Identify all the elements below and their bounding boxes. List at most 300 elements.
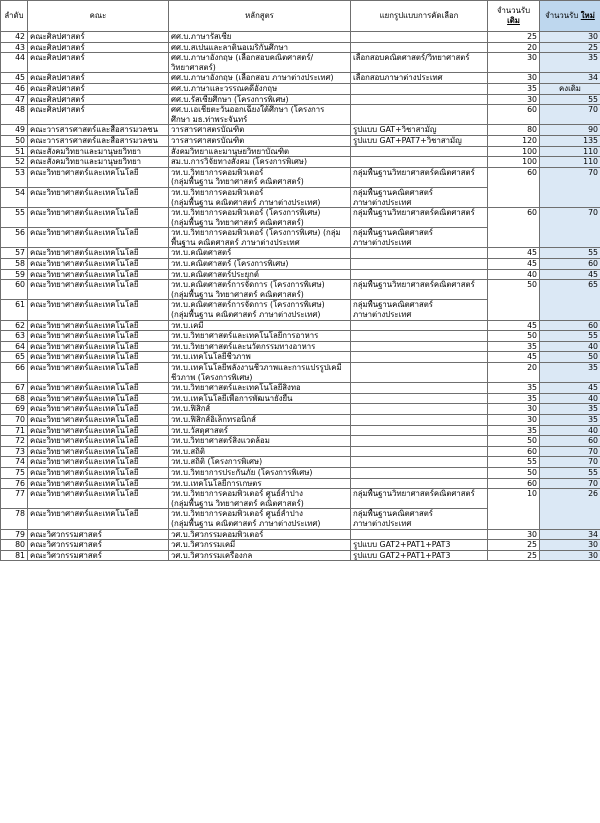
row-number: 69 <box>1 404 28 415</box>
curriculum-cell <box>169 352 351 363</box>
table-row <box>1 352 600 363</box>
faculty-cell: คณะวิทยาศาสตร์และเทคโนโลยี <box>28 436 169 447</box>
curriculum-line: (กลุ่มพื้นฐาน คณิตศาสตร์ ภาษาต่างประเทศ) <box>171 518 321 528</box>
selection-cell <box>351 228 488 248</box>
selection-cell <box>351 269 488 280</box>
faculty-cell: คณะวิทยาศาสตร์และเทคโนโลยี <box>28 228 169 248</box>
faculty-cell: คณะวิทยาศาสตร์และเทคโนโลยี <box>28 467 169 478</box>
selection-line: รูปแบบ GAT2+PAT1+PAT3 <box>353 540 451 550</box>
old-quota-cell: 50 <box>488 280 540 320</box>
curriculum-line: ชีวภาพ (โครงการพิเศษ) <box>171 372 253 382</box>
faculty-cell: คณะศิลปศาสตร์ <box>28 105 169 125</box>
curriculum-cell <box>169 208 351 228</box>
curriculum-line: วท.บ.วิทยาศาสตร์และเทคโนโลยีสิ่งทอ <box>171 383 301 393</box>
faculty-cell: คณะวิทยาศาสตร์และเทคโนโลยี <box>28 300 169 320</box>
curriculum-line: วท.บ.วิทยาการประกันภัย (โครงการพิเศษ) <box>171 467 313 477</box>
new-quota-cell: 70 <box>540 478 600 489</box>
row-number: 66 <box>1 363 28 383</box>
row-number: 56 <box>1 228 28 248</box>
curriculum-line: ศึกษา มธ.ท่าพระจันทร์ <box>171 114 248 124</box>
curriculum-line: วท.บ.วิทยาการคอมพิวเตอร์ ศูนย์ลำปาง <box>171 489 303 499</box>
table-row <box>1 248 600 259</box>
curriculum-line: (กลุ่มพื้นฐาน วิทยาศาสตร์ คณิตศาสตร์) <box>171 289 304 299</box>
row-number: 72 <box>1 436 28 447</box>
row-number: 65 <box>1 352 28 363</box>
table-row <box>1 208 600 228</box>
selection-cell <box>351 146 488 157</box>
row-number: 55 <box>1 208 28 228</box>
table-row <box>1 94 600 105</box>
header-curriculum: หลักสูตร <box>169 1 351 32</box>
old-quota-cell: 60 <box>488 208 540 248</box>
curriculum-line: สม.บ.การวิจัยทางสังคม (โครงการพิเศษ) <box>171 157 307 167</box>
old-quota-cell: 50 <box>488 467 540 478</box>
old-quota-cell: 30 <box>488 53 540 73</box>
curriculum-line: (กลุ่มพื้นฐาน คณิตศาสตร์ ภาษาต่างประเทศ) <box>171 310 321 320</box>
new-quota-cell: 55 <box>540 331 600 342</box>
new-quota-cell: คงเดิม <box>540 83 600 94</box>
row-number: 68 <box>1 393 28 404</box>
selection-line: ภาษาต่างประเทศ <box>353 237 412 247</box>
row-number: 63 <box>1 331 28 342</box>
old-quota-cell: 60 <box>488 446 540 457</box>
old-quota-cell: 45 <box>488 248 540 259</box>
old-quota-cell: 60 <box>488 105 540 125</box>
curriculum-cell <box>169 478 351 489</box>
curriculum-cell <box>169 383 351 394</box>
selection-cell <box>351 135 488 146</box>
selection-line: กลุ่มพื้นฐานคณิตศาสตร์ <box>353 509 433 519</box>
curriculum-cell <box>169 83 351 94</box>
faculty-cell: คณะวารสารศาสตร์และสื่อสารมวลชน <box>28 135 169 146</box>
new-quota-cell: 30 <box>540 32 600 43</box>
curriculum-line: ศศ.บ.เอเชียตะวันออกเฉียงใต้ศึกษา (โครงการ <box>171 105 325 115</box>
selection-cell <box>351 42 488 53</box>
row-number: 52 <box>1 157 28 168</box>
selection-line: กลุ่มพื้นฐานวิทยาศาสตร์คณิตศาสตร์ <box>353 167 475 177</box>
selection-line: เลือกสอบคณิตศาสตร์/วิทยาศาสตร์ <box>353 53 470 63</box>
curriculum-cell <box>169 42 351 53</box>
faculty-cell: คณะวิทยาศาสตร์และเทคโนโลยี <box>28 352 169 363</box>
row-number: 59 <box>1 269 28 280</box>
curriculum-line: วท.บ.คณิตศาสตร์ <box>171 248 232 258</box>
new-quota-cell: 55 <box>540 467 600 478</box>
faculty-cell: คณะวิทยาศาสตร์และเทคโนโลยี <box>28 393 169 404</box>
new-quota-cell: 35 <box>540 414 600 425</box>
table-row <box>1 436 600 447</box>
curriculum-cell <box>169 269 351 280</box>
curriculum-line: วท.บ.เทคโนโลยีเพื่อการพัฒนายั่งยืน <box>171 393 293 403</box>
header-faculty: คณะ <box>28 1 169 32</box>
row-number: 43 <box>1 42 28 53</box>
selection-cell <box>351 320 488 331</box>
curriculum-cell <box>169 125 351 136</box>
selection-cell <box>351 32 488 43</box>
curriculum-line: วท.บ.คณิตศาสตร์การจัดการ (โครงการพิเศษ) <box>171 300 325 310</box>
faculty-cell: คณะศิลปศาสตร์ <box>28 73 169 84</box>
faculty-cell: คณะสังคมวิทยาและมานุษยวิทยา <box>28 157 169 168</box>
selection-cell <box>351 280 488 300</box>
faculty-cell: คณะวิทยาศาสตร์และเทคโนโลยี <box>28 446 169 457</box>
faculty-cell: คณะวิทยาศาสตร์และเทคโนโลยี <box>28 383 169 394</box>
selection-cell <box>351 383 488 394</box>
curriculum-line: วท.บ.วัสดุศาสตร์ <box>171 425 228 435</box>
curriculum-line: (กลุ่มพื้นฐาน วิทยาศาสตร์ คณิตศาสตร์) <box>171 498 304 508</box>
new-quota-cell: 35 <box>540 404 600 415</box>
curriculum-cell <box>169 300 351 320</box>
header-old-quota <box>488 1 540 32</box>
curriculum-line: วศ.บ.วิศวกรรมคอมพิวเตอร์ <box>171 529 264 539</box>
curriculum-cell <box>169 94 351 105</box>
curriculum-line: วท.บ.เทคโนโลยีพลังงานชีวภาพและการแปรรูปเคมี <box>171 363 342 372</box>
curriculum-cell <box>169 146 351 157</box>
table-row <box>1 125 600 136</box>
old-quota-cell: 25 <box>488 540 540 551</box>
faculty-cell: คณะวิทยาศาสตร์และเทคโนโลยี <box>28 457 169 468</box>
curriculum-line: วท.บ.เทคโนโลยีการเกษตร <box>171 478 262 488</box>
selection-line: กลุ่มพื้นฐานวิทยาศาสตร์คณิตศาสตร์ <box>353 208 475 218</box>
selection-cell <box>351 73 488 84</box>
table-row <box>1 425 600 436</box>
curriculum-line: วท.บ.เคมี <box>171 320 204 330</box>
curriculum-cell <box>169 446 351 457</box>
curriculum-line: สังคมวิทยาและมานุษยวิทยาบัณฑิต <box>171 146 290 156</box>
row-number: 54 <box>1 187 28 207</box>
new-quota-cell: 70 <box>540 105 600 125</box>
faculty-cell: คณะวิศวกรรมศาสตร์ <box>28 529 169 540</box>
faculty-cell: คณะวิศวกรรมศาสตร์ <box>28 540 169 551</box>
curriculum-line: วท.บ.ฟิสิกส์อิเล็กทรอนิกส์ <box>171 414 256 424</box>
old-quota-cell: 30 <box>488 404 540 415</box>
new-quota-cell: 50 <box>540 352 600 363</box>
new-quota-cell: 40 <box>540 393 600 404</box>
old-quota-cell: 35 <box>488 425 540 436</box>
curriculum-line: วท.บ.วิทยาศาสตร์และเทคโนโลยีการอาหาร <box>171 331 319 341</box>
new-quota-cell: 30 <box>540 550 600 561</box>
row-number: 67 <box>1 383 28 394</box>
table-row <box>1 42 600 53</box>
table-row <box>1 157 600 168</box>
row-number: 70 <box>1 414 28 425</box>
curriculum-cell <box>169 341 351 352</box>
row-number: 78 <box>1 509 28 529</box>
table-row <box>1 393 600 404</box>
curriculum-line: ศศ.บ.ภาษาอังกฤษ (เลือกสอบ ภาษาต่างประเทศ) <box>171 73 334 83</box>
table-row <box>1 167 600 187</box>
row-number: 81 <box>1 550 28 561</box>
new-quota-cell: 65 <box>540 280 600 320</box>
table-row <box>1 457 600 468</box>
row-number: 74 <box>1 457 28 468</box>
row-number: 75 <box>1 467 28 478</box>
curriculum-cell <box>169 32 351 43</box>
curriculum-cell <box>169 53 351 73</box>
selection-cell <box>351 489 488 509</box>
old-quota-cell: 60 <box>488 167 540 207</box>
selection-cell <box>351 341 488 352</box>
selection-cell <box>351 208 488 228</box>
table-row <box>1 280 600 300</box>
header-selection: แยกรูปแบบการคัดเลือก <box>351 1 488 32</box>
curriculum-line: พื้นฐาน คณิตศาสตร์ ภาษาต่างประเทศ <box>171 237 300 247</box>
row-number: 80 <box>1 540 28 551</box>
selection-cell <box>351 105 488 125</box>
selection-cell <box>351 509 488 529</box>
selection-line: ภาษาต่างประเทศ <box>353 197 412 207</box>
row-number: 49 <box>1 125 28 136</box>
new-quota-cell: 45 <box>540 269 600 280</box>
new-quota-cell: 90 <box>540 125 600 136</box>
new-quota-cell: 40 <box>540 341 600 352</box>
curriculum-line: วท.บ.วิทยาการคอมพิวเตอร์ (โครงการพิเศษ) <box>171 208 321 218</box>
curriculum-line: วท.บ.สถิติ (โครงการพิเศษ) <box>171 457 263 467</box>
new-quota-cell: 25 <box>540 42 600 53</box>
faculty-cell: คณะวิทยาศาสตร์และเทคโนโลยี <box>28 363 169 383</box>
curriculum-cell <box>169 467 351 478</box>
faculty-cell: คณะสังคมวิทยาและมานุษยวิทยา <box>28 146 169 157</box>
selection-line: เลือกสอบภาษาต่างประเทศ <box>353 73 443 83</box>
curriculum-line: วศ.บ.วิศวกรรมเครื่องกล <box>171 550 253 560</box>
table-row <box>1 404 600 415</box>
curriculum-line: วท.บ.วิทยาการคอมพิวเตอร์ ศูนย์ลำปาง <box>171 509 303 519</box>
selection-cell <box>351 167 488 187</box>
curriculum-line: ศศ.บ.ภาษาอังกฤษ (เลือกสอบคณิตศาสตร์/ <box>171 53 314 63</box>
selection-line: กลุ่มพื้นฐานวิทยาศาสตร์คณิตศาสตร์ <box>353 489 475 499</box>
new-quota-cell: 110 <box>540 146 600 157</box>
curriculum-line: วท.บ.วิทยาการคอมพิวเตอร์ <box>171 167 264 177</box>
row-number: 60 <box>1 280 28 300</box>
row-number: 58 <box>1 259 28 270</box>
table-row <box>1 529 600 540</box>
selection-line: รูปแบบ GAT+PAT7+วิชาสามัญ <box>353 135 462 145</box>
selection-cell <box>351 478 488 489</box>
old-quota-cell: 45 <box>488 259 540 270</box>
old-quota-cell: 25 <box>488 550 540 561</box>
old-quota-cell: 55 <box>488 457 540 468</box>
faculty-cell: คณะวิทยาศาสตร์และเทคโนโลยี <box>28 167 169 187</box>
faculty-cell: คณะวิทยาศาสตร์และเทคโนโลยี <box>28 269 169 280</box>
row-number: 48 <box>1 105 28 125</box>
curriculum-cell <box>169 414 351 425</box>
selection-line: ภาษาต่างประเทศ <box>353 310 412 320</box>
old-quota-cell: 120 <box>488 135 540 146</box>
selection-cell <box>351 446 488 457</box>
faculty-cell: คณะวิทยาศาสตร์และเทคโนโลยี <box>28 208 169 228</box>
curriculum-cell <box>169 550 351 561</box>
new-quota-cell: 40 <box>540 425 600 436</box>
curriculum-cell <box>169 457 351 468</box>
curriculum-line: วารสารศาสตรบัณฑิต <box>171 135 245 145</box>
new-quota-cell: 135 <box>540 135 600 146</box>
curriculum-cell <box>169 157 351 168</box>
row-number: 42 <box>1 32 28 43</box>
new-quota-cell: 70 <box>540 457 600 468</box>
table-row <box>1 135 600 146</box>
curriculum-line: วท.บ.วิทยาการคอมพิวเตอร์ (โครงการพิเศษ) (กลุ่ม <box>171 228 341 238</box>
faculty-cell: คณะวารสารศาสตร์และสื่อสารมวลชน <box>28 125 169 136</box>
table-row <box>1 73 600 84</box>
curriculum-line: ศศ.บ.สเปนและลาตินอเมริกันศึกษา <box>171 42 288 52</box>
curriculum-cell <box>169 248 351 259</box>
new-quota-cell: 35 <box>540 53 600 73</box>
curriculum-line: วท.บ.คณิตศาสตร์การจัดการ (โครงการพิเศษ) <box>171 280 325 290</box>
curriculum-line: วท.บ.สถิติ <box>171 446 205 456</box>
selection-cell <box>351 436 488 447</box>
selection-cell <box>351 83 488 94</box>
old-quota-cell: 60 <box>488 478 540 489</box>
header-new-quota-line1: จำนวนรับ <box>545 11 579 20</box>
header-new-quota-line2: ใหม่ <box>580 11 595 20</box>
selection-cell <box>351 300 488 320</box>
curriculum-cell <box>169 404 351 415</box>
header-no: ลำดับ <box>1 1 28 32</box>
table-row <box>1 53 600 73</box>
new-quota-cell: 35 <box>540 363 600 383</box>
curriculum-cell <box>169 540 351 551</box>
table-row <box>1 489 600 509</box>
curriculum-line: วท.บ.วิทยาศาสตร์และนวัตกรรมทางอาหาร <box>171 341 316 351</box>
selection-line: รูปแบบ GAT2+PAT1+PAT3 <box>353 550 451 560</box>
row-number: 51 <box>1 146 28 157</box>
curriculum-line: ศศ.บ.ภาษาและวรรณคดีอังกฤษ <box>171 83 278 93</box>
new-quota-cell: 60 <box>540 259 600 270</box>
curriculum-line: วารสารศาสตรบัณฑิต <box>171 125 245 135</box>
row-number: 53 <box>1 167 28 187</box>
curriculum-cell <box>169 187 351 207</box>
old-quota-cell: 80 <box>488 125 540 136</box>
curriculum-cell <box>169 509 351 529</box>
new-quota-cell: 45 <box>540 383 600 394</box>
table-row <box>1 478 600 489</box>
row-number: 79 <box>1 529 28 540</box>
row-number: 73 <box>1 446 28 457</box>
selection-cell <box>351 157 488 168</box>
new-quota-cell: 70 <box>540 446 600 457</box>
curriculum-line: วท.บ.คณิตศาสตร์ประยุกต์ <box>171 269 259 279</box>
faculty-cell: คณะวิทยาศาสตร์และเทคโนโลยี <box>28 331 169 342</box>
old-quota-cell: 10 <box>488 489 540 529</box>
old-quota-cell: 45 <box>488 320 540 331</box>
selection-line: กลุ่มพื้นฐานคณิตศาสตร์ <box>353 228 433 238</box>
old-quota-cell: 50 <box>488 436 540 447</box>
curriculum-cell <box>169 425 351 436</box>
selection-cell <box>351 467 488 478</box>
faculty-cell: คณะศิลปศาสตร์ <box>28 94 169 105</box>
selection-cell <box>351 125 488 136</box>
selection-cell <box>351 404 488 415</box>
old-quota-cell: 35 <box>488 393 540 404</box>
row-number: 61 <box>1 300 28 320</box>
curriculum-cell <box>169 436 351 447</box>
old-quota-cell: 20 <box>488 363 540 383</box>
selection-cell <box>351 331 488 342</box>
curriculum-cell <box>169 105 351 125</box>
old-quota-cell: 35 <box>488 83 540 94</box>
table-row <box>1 146 600 157</box>
new-quota-cell: 30 <box>540 540 600 551</box>
new-quota-cell: 34 <box>540 529 600 540</box>
row-number: 45 <box>1 73 28 84</box>
selection-cell <box>351 425 488 436</box>
curriculum-cell <box>169 529 351 540</box>
faculty-cell: คณะวิทยาศาสตร์และเทคโนโลยี <box>28 259 169 270</box>
header-old-quota-line1: จำนวนรับ <box>496 6 531 15</box>
selection-cell <box>351 457 488 468</box>
old-quota-cell: 30 <box>488 529 540 540</box>
curriculum-cell <box>169 363 351 383</box>
selection-cell <box>351 540 488 551</box>
table-row <box>1 341 600 352</box>
selection-cell <box>351 414 488 425</box>
new-quota-cell: 26 <box>540 489 600 529</box>
old-quota-cell: 20 <box>488 42 540 53</box>
table-row <box>1 550 600 561</box>
table-row <box>1 363 600 383</box>
table-row <box>1 83 600 94</box>
table-body <box>1 32 600 561</box>
curriculum-line: วท.บ.ฟิสิกส์ <box>171 404 211 414</box>
new-quota-cell: 70 <box>540 208 600 248</box>
selection-line: ภาษาต่างประเทศ <box>353 518 412 528</box>
curriculum-line: วศ.บ.วิศวกรรมเคมี <box>171 540 236 550</box>
curriculum-line: วท.บ.คณิตศาสตร์ (โครงการพิเศษ) <box>171 259 289 269</box>
old-quota-cell: 50 <box>488 331 540 342</box>
table-row <box>1 383 600 394</box>
new-quota-cell: 70 <box>540 167 600 207</box>
table-row <box>1 446 600 457</box>
table-row <box>1 540 600 551</box>
curriculum-line: ศศ.บ.ภาษารัสเซีย <box>171 32 232 41</box>
old-quota-cell: 100 <box>488 157 540 168</box>
old-quota-cell: 45 <box>488 352 540 363</box>
curriculum-cell <box>169 228 351 248</box>
selection-cell <box>351 248 488 259</box>
table-row <box>1 320 600 331</box>
selection-cell <box>351 393 488 404</box>
selection-cell <box>351 259 488 270</box>
curriculum-line: ศศ.บ.รัสเซียศึกษา (โครงการพิเศษ) <box>171 94 289 104</box>
selection-line: กลุ่มพื้นฐานคณิตศาสตร์ <box>353 300 433 310</box>
faculty-cell: คณะวิทยาศาสตร์และเทคโนโลยี <box>28 341 169 352</box>
curriculum-cell <box>169 331 351 342</box>
new-quota-cell: 110 <box>540 157 600 168</box>
old-quota-cell: 30 <box>488 414 540 425</box>
selection-line: รูปแบบ GAT+วิชาสามัญ <box>353 125 437 135</box>
faculty-cell: คณะวิทยาศาสตร์และเทคโนโลยี <box>28 509 169 529</box>
table-row <box>1 32 600 43</box>
selection-line: กลุ่มพื้นฐานคณิตศาสตร์ <box>353 187 433 197</box>
table-row <box>1 269 600 280</box>
selection-cell <box>351 352 488 363</box>
selection-cell <box>351 94 488 105</box>
row-number: 71 <box>1 425 28 436</box>
old-quota-cell: 25 <box>488 32 540 43</box>
new-quota-cell: 55 <box>540 248 600 259</box>
faculty-cell: คณะวิทยาศาสตร์และเทคโนโลยี <box>28 320 169 331</box>
selection-cell <box>351 187 488 207</box>
curriculum-cell <box>169 73 351 84</box>
curriculum-cell <box>169 280 351 300</box>
header-old-quota-line2: เดิม <box>507 16 520 25</box>
curriculum-line: (กลุ่มพื้นฐาน วิทยาศาสตร์ คณิตศาสตร์) <box>171 217 304 227</box>
faculty-cell: คณะวิทยาศาสตร์และเทคโนโลยี <box>28 425 169 436</box>
faculty-cell: คณะวิทยาศาสตร์และเทคโนโลยี <box>28 489 169 509</box>
curriculum-cell <box>169 393 351 404</box>
new-quota-cell: 60 <box>540 320 600 331</box>
row-number: 47 <box>1 94 28 105</box>
faculty-cell: คณะศิลปศาสตร์ <box>28 32 169 43</box>
selection-cell <box>351 363 488 383</box>
